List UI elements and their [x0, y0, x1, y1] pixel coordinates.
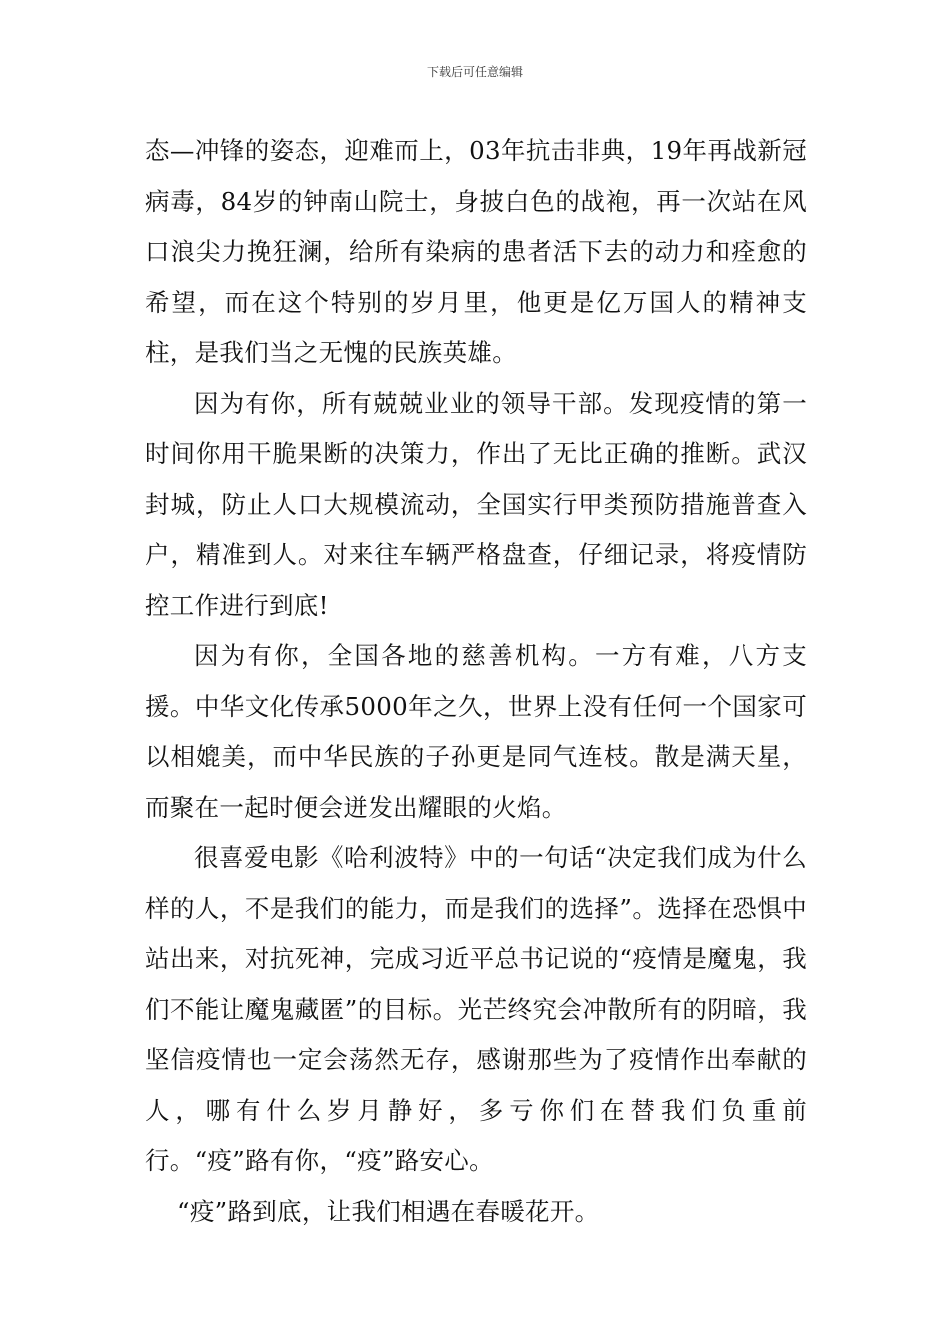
paragraph-continuation: 态—冲锋的姿态，迎难而上，03年抗击非典，19年再战新冠病毒，84岁的钟南山院士，身披白色的战袍，再一次站在风口浪尖力挽狂澜，给所有染病的患者活下去的动力和痊愈的希望，而在这个特别的岁月里，他更是亿万国人的精神支柱，是我们当之无愧的民族英雄。: [145, 136, 807, 367]
paragraph-closing: “疫”路到底，让我们相遇在春暖花开。: [177, 1196, 600, 1226]
page-header: 下载后可任意编辑: [426, 65, 523, 79]
document-body: [145, 126, 807, 1237]
paragraph-leaders: 因为有你，所有兢兢业业的领导干部。发现疫情的第一时间你用干脆果断的决策力，作出了无比正确的推断。武汉封城，防止人口大规模流动，全国实行甲类预防措施普查入户，精准到人。对来往车辆严格盘查，仔细记录，将疫情防控工作进行到底!: [145, 388, 807, 620]
paragraph-harry-potter-quote: 很喜爱电影《哈利波特》中的一句话“决定我们成为什么样的人，不是我们的能力，而是我们的选择”。选择在恐惧中站出来，对抗死神，完成习近平总书记说的“疫情是魔鬼，我们不能让魔鬼藏匿”的目标。光芒终究会冲散所有的阴暗，我坚信疫情也一定会荡然无存，感谢那些为了疫情作出奉献的人，哪有什么岁月静好，多亏你们在替我们负重前行。“疫”路有你，“疫”路安心。: [145, 843, 807, 1175]
paragraph-charity: 因为有你，全国各地的慈善机构。一方有难，八方支援。中华文化传承5000年之久，世界上没有任何一个国家可以相媲美，而中华民族的子孙更是同气连枝。散是满天星，而聚在一起时便会迸发出耀眼的火焰。: [145, 641, 807, 822]
